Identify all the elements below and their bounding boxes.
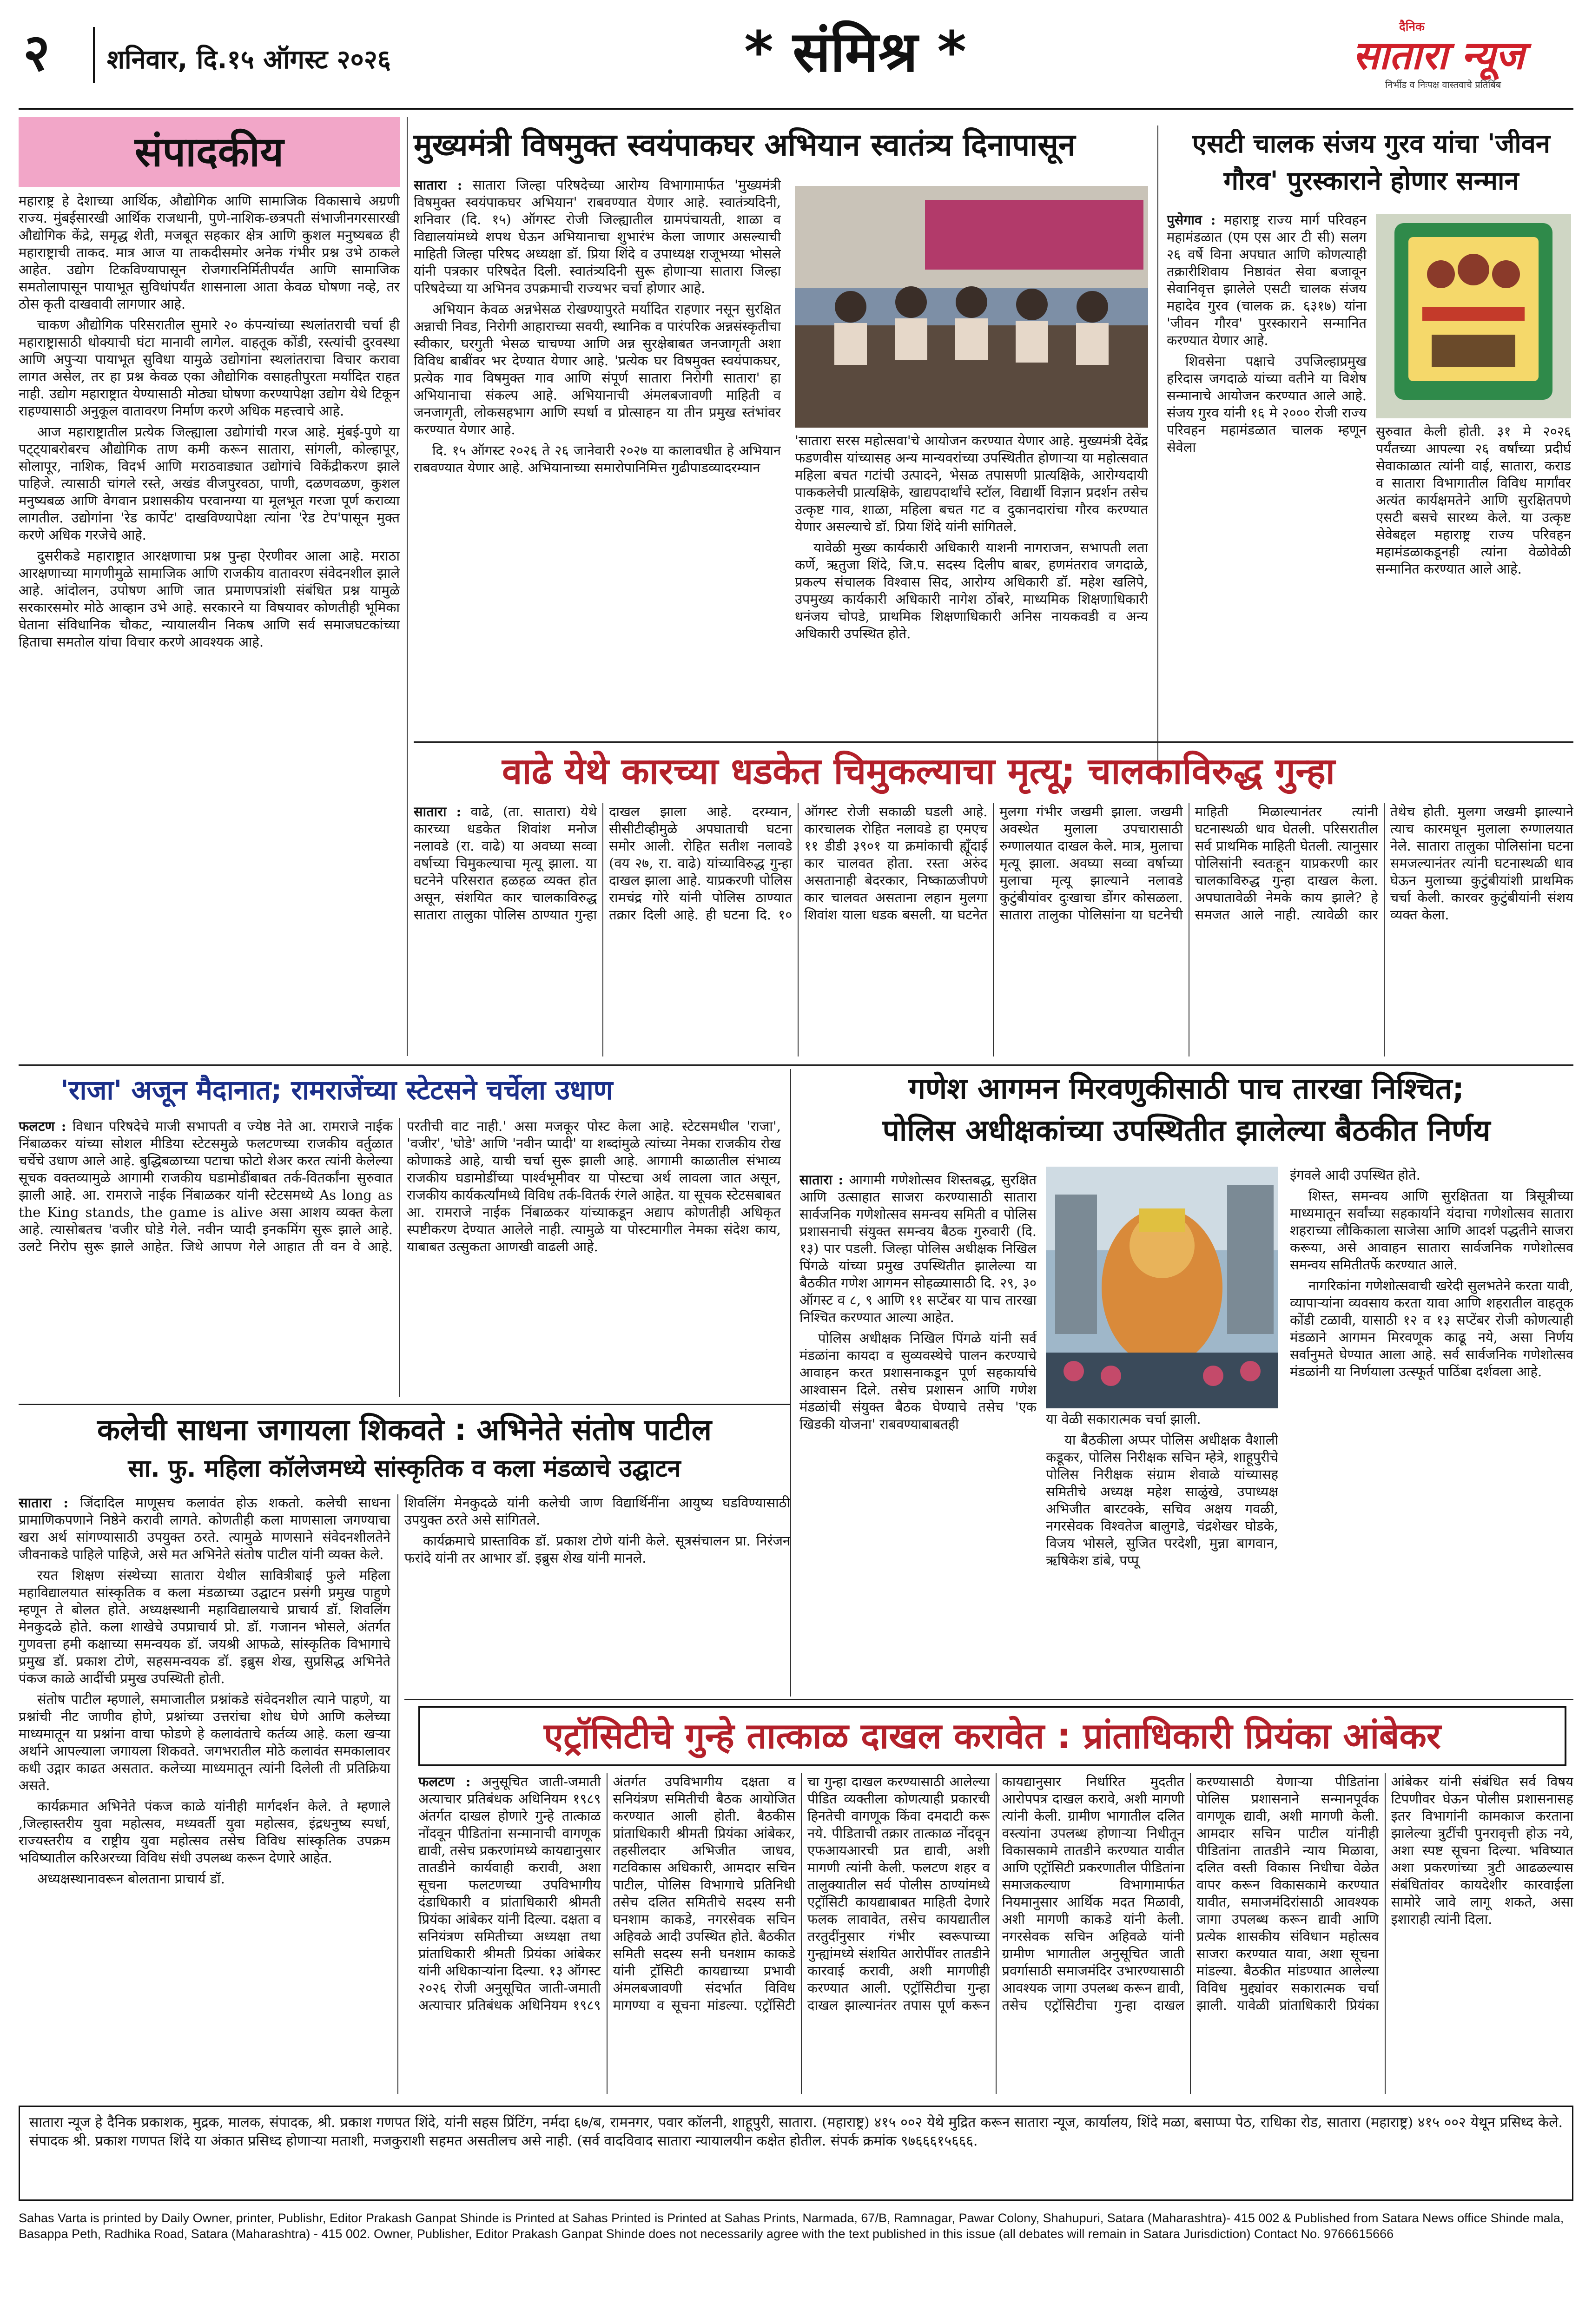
story7-headline: एट्रॉसिटीचे गुन्हे तात्काळ दाखल करावेत : प्रांताधिकारी प्रियंका आंबेकर — [544, 1715, 1441, 1756]
editorial-section — [19, 117, 400, 1056]
award-plaque-image — [1376, 214, 1571, 418]
masthead — [19, 13, 1573, 106]
story6-subhead: सा. फु. महिला कॉलेजमध्ये सांस्कृतिक व कला मंडळाचे उद्घाटन — [128, 1455, 681, 1483]
story4-body: फलटण : विधान परिषदेचे माजी सभापती व ज्येष्ठ नेते आ. रामराजे नाईक निंबाळकर यांच्या सोशल मीडिया स्टेटसमुळे फलटणच्या राजकीय वर्तुळात चर्चेचे उधाण आले आहे. बुद्धिबळाच्या पटाचा फोटो शेअर करत त्यांनी केलेल्या सूचक वक्तव्यामुळे आगामी राजकीय घडामोडींबाबत तर्क-वितर्कांना सुरुवात झाली आहे. आ. रामराजे नाईक निंबाळकर यांनी स्टेटसमध्ये As long as the King stands, the game is alive असा आशय व्यक्त केला आहे. त्यासोबतच 'वजीर घोडे गेले. नवीन प्यादी इनकमिंग सुरू झाले आहे. उलटे निरोप सुरू झाले आहेत. जिथे आपण गेले आहात ती वन वे आहे. परतीची वाट नाही.' असा मजकूर पोस्ट केला आहे. स्टेटसमधील 'राजा', 'वजीर', 'घोडे' आणि 'नवीन प्यादी' या शब्दांमुळे त्यांच्या नेमका राजकीय रोख कोणाकडे आहे, याची चर्चा सुरू झाली आहे. आगामी काळातील संभाव्य राजकीय घडामोडींच्या पार्श्वभूमीवर या पोस्टचा अर्थ लावला जात असून, राजकीय कार्यकर्त्यांमध्ये विविध तर्क-वितर्क रंगले आहेत. या सूचक स्टेटसबाबत आ. रामराजे नाईक निंबाळकर यांच्याकडून अद्याप कोणतीही अधिकृत स्पष्टीकरण देण्यात आलेले नाही. त्यामुळे या पोस्टमागील नेमका संदेश काय, याबाबत उत्सुकता आणखी वाढली आहे. — [19, 1118, 781, 1254]
editorial-heading: संपादकीय — [19, 117, 400, 187]
imprint-marathi: सातारा न्यूज हे दैनिक प्रकाशक, मुद्रक, मालक, संपादक, श्री. प्रकाश गणपत शिंदे, यांनी सहस प्रिंटिंग, नर्मदा ६७/ब, रामनगर, पवार कॉलनी, शाहूपुरी, सातारा. (महाराष्ट्र) ४१५ ००२ येथे मुद्रित करून सातारा न्यूज, कार्यालय, शिंदे मळा, बसाप्पा पेठ, राधिका रोड, सातारा (महाराष्ट्र) ४१५ ००२ येथून प्रसिध्द केले. संपादक श्री. प्रकाश गणपत शिंदे या अंकात प्रसिध्द होणाऱ्या मताशी, मजकुराशी सहमत असतीलच असे नाही. (सर्व वादविवाद सातारा न्यायालयीन कक्षेत होतील. संपर्क क्रमांक ९७६६६१५६६६. — [19, 2106, 1573, 2201]
story7-body: फलटण : अनुसूचित जाती-जमाती अत्याचार प्रतिबंधक अधिनियम १९८९ अंतर्गत दाखल होणारे गुन्हे तात्काळ नोंदवून पीडितांना सन्मानाची वागणूक द्यावी, तसेच प्रकरणांमध्ये कायद्यानुसार तातडीने कार्यवाही करावी, अशा सूचना फलटणच्या उपविभागीय दंडाधिकारी व प्रांताधिकारी श्रीमती प्रियंका आंबेकर यांनी दिल्या. दक्षता व सनियंत्रण समितीच्या अध्यक्षा तथा प्रांताधिकारी श्रीमती प्रियंका आंबेकर यांनी अधिकाऱ्यांना दिल्या. १३ ऑगस्ट २०२६ रोजी अनुसूचित जाती-जमाती अत्याचार प्रतिबंधक अधिनियम १९८९ अंतर्गत उपविभागीय दक्षता व सनियंत्रण समितीची बैठक आयोजित करण्यात आली होती. बैठकीस प्रांताधिकारी श्रीमती प्रियंका आंबेकर, तहसीलदार अभिजीत जाधव, गटविकास अधिकारी, आमदार सचिन पाटील, पोलिस विभागाचे प्रतिनिधी तसेच दलित समितीचे सदस्य सनी घनशाम काकडे, नगरसेवक सचिन अहिवळे आदी उपस्थित होते. बैठकीत समिती सदस्य सनी घनशाम काकडे यांनी ट्रॉसिटी कायद्याच्या प्रभावी अंमलबजावणी संदर्भात विविध मागण्या व सूचना मांडल्या. एट्रॉसिटी चा गुन्हा दाखल करण्यासाठी आलेल्या पीडित व्यक्तीला कोणत्याही प्रकारची हिनतेची वागणूक किंवा दमदाटी करू नये. पीडिताची तक्रार तात्काळ नोंदवून एफआयआरची प्रत द्यावी, अशी मागणी त्यांनी केली. फलटण शहर व तालुक्यातील सर्व पोलीस ठाण्यांमध्ये एट्रॉसिटी कायद्याबाबत माहिती देणारे फलक लावावेत, तसेच कायद्यातील तरतुदींनुसार गंभीर स्वरूपाच्या गुन्ह्यांमध्ये संशयित आरोपींवर तातडीने कारवाई करावी, अशी मागणीही करण्यात आली. एट्रॉसिटीचा गुन्हा दाखल झाल्यानंतर तपास पूर्ण करून कायद्यानुसार निर्धारित मुदतीत आरोपपत्र दाखल करावे, अशी मागणी त्यांनी केली. ग्रामीण भागातील दलित वस्त्यांना उपलब्ध होणाऱ्या निधीतून विकासकामे तातडीने करण्यात यावीत आणि एट्रॉसिटी प्रकरणातील पीडितांना समाजकल्याण विभागामार्फत नियमानुसार आर्थिक मदत मिळावी, अशी मागणी काकडे यांनी केली. नगरसेवक सचिन अहिवळे यांनी ग्रामीण भागातील अनुसूचित जाती प्रवर्गासाठी समाजमंदिर उभारण्यासाठी आवश्यक जागा उपलब्ध करून द्यावी, तसेच एट्रॉसिटीचा गुन्हा दाखल करण्यासाठी येणाऱ्या पीडितांना पोलिस प्रशासनाने सन्मानपूर्वक वागणूक द्यावी, अशी मागणी केली. आमदार सचिन पाटील यांनीही पीडितांना तातडीने न्याय मिळावा, दलित वस्ती विकास निधीचा वेळेत वापर करून विकासकामे करण्यात यावीत, समाजमंदिरांसाठी आवश्यक जागा उपलब्ध करून द्यावी आणि प्रत्येक शासकीय संविधान महोत्सव साजरा करण्यात यावा, अशा सूचना मांडल्या. बैठकीत मांडण्यात आलेल्या विविध मुद्द्यांवर सकारात्मक चर्चा झाली. यावेळी प्रांताधिकारी प्रियंका आंबेकर यांनी संबंधित सर्व विषय टिपणीवर घेऊन पोलीस प्रशासनासह इतर विभागांनी कामकाज करताना झालेल्या त्रुटींची पुनरावृत्ती होऊ नये, अशा स्पष्ट सूचना दिल्या. भविष्यात अशा प्रकरणांच्या त्रुटी आढळल्यास संबंधितांवर कायदेशीर कारवाईला सामोरे जावे लागू शकते, असा इशाराही त्यांनी दिला. — [418, 1774, 1573, 2013]
story1-col2: 'सातारा सरस महोत्सवा'चे आयोजन करण्यात येणार आहे. मुख्यमंत्री देवेंद्र फडणवीस यांच्यासह अन्य मान्यवरांच्या उपस्थितीत होणाऱ्या या महोत्सवात महिला बचत गटांची उत्पादने, भेसळ तपासणी प्रात्यक्षिके, आरोग्यदायी पाककलेची प्रात्यक्षिके, खाद्यपदार्थांचे स्टॉल, विद्यार्थी विज्ञान प्रदर्शन तसेच उत्कृष्ट गाव, शाळा, महिला बचत गट व दुकानदारांचा गौरव करण्यात येणार असल्याचे डॉ. प्रिया शिंदे यांनी सांगितले. यावेळी मुख्य कार्यकारी अधिकारी याशनी नागराजन, सभापती लता कर्णे, ऋतुजा शिंदे, जि.प. सदस्य दिलीप बाबर, हणमंतराव जगदाळे, प्रकल्प संचालक विश्वास सिद, आरोग्य अधिकारी डॉ. महेश खलिपे, उपमुख्य कार्यकारी अधिकारी नागेश ठोंबरे, माध्यमिक शिक्षणाधिकारी धनंजय चोपडे, प्राथमिक शिक्षणाधिकारी अनिस नायकवडी व अन्य अधिकारी उपस्थित होते. — [795, 433, 1148, 641]
story3-body: सातारा : वाढे, (ता. सातारा) येथे कारच्या धडकेत शिवांश मनोज नलावडे (रा. वाढे) या अवघ्या सव्वा वर्षाच्या चिमुकल्याचा मृत्यू झाला. या घटनेने परिसरात हळहळ व्यक्त होत असून, संशयित कार चालकाविरुद्ध सातारा तालुका पोलिस ठाण्यात गुन्हा दाखल झाला आहे. दरम्यान, सीसीटीव्हीमुळे अपघाताची घटना समोर आली. रोहित सतीश नलावडे (वय २७, रा. वाढे) यांच्याविरुद्ध गुन्हा दाखल झाला आहे. याप्रकरणी पोलिस रामचंद्र गोरे यांनी पोलिस ठाण्यात तक्रार दिली आहे. ही घटना दि. १० ऑगस्ट रोजी सकाळी घडली आहे. कारचालक रोहित नलावडे हा एमएच ११ डीडी ३९०१ या क्रमांकाची ह्यूँदाई कार चालवत होता. रस्ता अरुंद असतानाही बेदरकार, निष्काळजीपणे कार चालवत असताना लहान मुलगा शिवांश याला धडक बसली. या घटनेत मुलगा गंभीर जखमी झाला. जखमी अवस्थेत मुलाला उपचारासाठी रुग्णालयात दाखल केले. मात्र, मुलाचा मृत्यू झाला. अवघ्या सव्वा वर्षाच्या मुलाचा मृत्यू झाल्याने नलावडे कुटुंबीयांवर दुःखाचा डोंगर कोसळला. सातारा तालुका पोलिसांना या घटनेची माहिती मिळाल्यानंतर त्यांनी घटनास्थळी धाव घेतली. परिसरातील सर्व प्राथमिक माहिती घेतली. त्यानुसार पोलिसांनी स्वतःहून याप्रकरणी कार चालकाविरुद्ध गुन्हा दाखल केला. अपघातावेळी नेमके काय झाले? हे समजत आले नाही. त्यावेळी कार तेथेच होती. मुलगा जखमी झाल्याने त्याच कारमधून मुलाला रुग्णालयात नेले. सातारा तालुका पोलिसांना घटना समजल्यानंतर त्यांनी घटनास्थळी धाव घेऊन मुलाच्या कुटुंबीयांशी प्राथमिक चर्चा केली. कारवर कुटुंबीयांनी संशय व्यक्त केला. — [414, 804, 1573, 923]
story1-col1: सातारा : सातारा जिल्हा परिषदेच्या आरोग्य विभागामार्फत 'मुख्यमंत्री विषमुक्त स्वयंपाकघर अभियान' राबवण्यात येणार आहे. स्वातंत्र्यदिनी, शनिवार (दि. १५) ऑगस्ट रोजी जिल्ह्यातील ग्रामपंचायती, शाळा व विद्यालयांमध्ये शपथ घेऊन अभियानाचा शुभारंभ केला जाणार असल्याची माहिती जिल्हा परिषद अध्यक्षा डॉ. प्रिया शिंदे व उपाध्यक्ष राजूभय्या भोसले यांनी पत्रकार परिषदेत दिली. स्वातंत्र्यदिनी सुरू होणाऱ्या सातारा जिल्हा परिषदेच्या या अभिनव उपक्रमाची राज्यभर चर्चा होणार आहे. अभियान केवळ अन्नभेसळ रोखण्यापुरते मर्यादित राहणार नसून सुरक्षित अन्नाची निवड, निरोगी आहाराच्या सवयी, स्थानिक व पारंपरिक अन्नसंस्कृतीचा स्वीकार, घरगुती भेसळ चाचण्या आणि अन्न सुरक्षेबाबत जनजागृती अशा विविध बाबींवर भर देण्यात येणार आहे. 'प्रत्येक घर विषमुक्त स्वयंपाकघर, प्रत्येक गाव विषमुक्त गाव आणि संपूर्ण सातारा निरोगी सातारा' हा अभियानाचा संकल्प आहे. अभियानाची अंमलबजावणी माहिती व जनजागृती, लोकसहभाग आणि स्पर्धा व प्रोत्साहन या तीन प्रमुख स्तंभांवर करण्यात येणार आहे. दि. १५ ऑगस्ट २०२६ ते २६ जानेवारी २०२७ या कालावधीत हे अभियान राबवण्यात येणार आहे. अभियानाच्या समारोपानिमित्त गुढीपाडव्यादरम्यान — [414, 177, 781, 475]
story2-headline: एसटी चालक संजय गुरव यांचा 'जीवन गौरव' पुरस्काराने होणार सन्मान — [1192, 129, 1550, 196]
story1-photo — [795, 186, 1148, 428]
editorial-body: महाराष्ट्र हे देशाच्या आर्थिक, औद्योगिक आणि सामाजिक विकासाचे अग्रणी राज्य. मुंबईसारखी आर्थिक राजधानी, पुणे-नाशिक-छत्रपती संभाजीनगरसारखी औद्योगिक केंद्रे, समृद्ध शेती, मजबूत सहकार क्षेत्र आणि कुशल मनुष्यबळ ही महाराष्ट्राची ताकद. मात्र आज या ताकदीसमोर अनेक गंभीर प्रश्न उभे ठाकले आहेत. उद्योग टिकविण्यापासून रोजगारनिर्मितीपर्यंत आणि सामाजिक समतोलापासून पायाभूत सुविधांपर्यंत शासनाला आता केवळ घोषणा नव्हे, तर ठोस कृती दाखवावी लागणार आहे. चाकण औद्योगिक परिसरातील सुमारे २० कंपन्यांच्या स्थलांतराची चर्चा ही महाराष्ट्रासाठी धोक्याची घंटा मानावी लागेल. वाहतूक कोंडी, रस्त्यांची दुरवस्था आणि अपुऱ्या पायाभूत सुविधा यामुळे उद्योगांना स्थलांतराचा विचार करावा लागत असेल, तर हा प्रश्न केवळ एका औद्योगिक वसाहतीपुरता मर्यादित राहत नाही. उद्योग महाराष्ट्रात येण्यासाठी मोठ्या घोषणा करण्यापेक्षा उद्योग येथे टिकून राहण्यासाठी अनुकूल वातावरण निर्माण करणे अधिक महत्त्वाचे आहे. आज महाराष्ट्रातील प्रत्येक जिल्ह्याला उद्योगांची गरज आहे. मुंबई-पुणे या पट्ट्याबरोबरच औद्योगिक ताण कमी करून सातारा, सांगली, कोल्हापूर, सोलापूर, नाशिक, विदर्भ आणि मराठवाड्यात उद्योगांचे विकेंद्रीकरण झाले पाहिजे. त्यासाठी चांगले रस्ते, अखंड वीजपुरवठा, पाणी, दळणवळण, कुशल मनुष्यबळ आणि वेगवान प्रशासकीय परवानग्या या मूलभूत गरजा पूर्ण कराव्या लागतील. उद्योगांना 'रेड कार्पेट' दाखविण्यापेक्षा त्यांना 'रेड टेप'पासून मुक्त करणे अधिक गरजेचे आहे. दुसरीकडे महाराष्ट्रात आरक्षणाचा प्रश्न पुन्हा ऐरणीवर आला आहे. मराठा आरक्षणाच्या मागणीमुळे सामाजिक आणि राजकीय वातावरण संवेदनशील झाले आहे. आंदोलन, उपोषण आणि जात प्रमाणपत्रांशी संबंधित प्रश्न यामुळे सरकारसमोर मोठे आव्हान उभे आहे. सरकारने या विषयावर कोणतीही भूमिका घेताना संविधानिक चौकट, न्यायालयीन निकष आणि सर्व समाजघटकांच्या हिताचा समतोल यांचा विचार करणे आवश्यक आहे. — [19, 193, 400, 650]
story5-headline-line1: गणेश आगमन मिरवणुकीसाठी पाच तारखा निश्चित; — [909, 1072, 1464, 1106]
logo-tagline: निर्भीड व निःपक्ष वास्तवाचे प्रतिबिंब — [1385, 79, 1501, 90]
story2-col1: पुसेगाव : महाराष्ट्र राज्य मार्ग परिवहन महामंडळात (एम एस आर टी सी) सलग २६ वर्षे विना अपघात आणि कोणत्याही तक्रारीशिवाय निष्ठावंत सेवा बजावून सेवानिवृत्त झालेले एसटी चालक संजय महादेव गुरव (चालक क्र. ६३१७) यांना 'जीवन गौरव' पुरस्काराने सन्मानित करण्यात येणार आहे. शिवसेना पक्षाचे उपजिल्हाप्रमुख हरिदास जगदाळे यांच्या वतीने या विशेष सन्मानाचे आयोजन करण्यात आले आहे. संजय गुरव यांनी १६ मे २००० रोजी राज्य परिवहन महामंडळात चालक म्हणून सेवेला — [1167, 212, 1367, 455]
masthead-rule — [19, 108, 1573, 110]
award-photo — [1376, 214, 1571, 418]
date-line: शनिवार, दि.१५ ऑगस्ट २०२६ — [107, 45, 391, 75]
imprint-english: Sahas Varta is printed by Daily Owner, printer, Publishr, Editor Prakash Ganpat Shinde is Printed at Sahas Printed is Printed at Sahas Prints, Narmada, 67/B, Ramnagar, Pawar Colony, Shahupuri, Satara (Maharashtra)- 415 002 & Published from Satara News office Shinde mala, Basappa Peth, Radhika Road, Satara (Maharashtra) - 415 002. Owner, Publisher, Editor Prakash Ganpat Shinde does not necessarily agree with the text published in this issue (all debates will remain in Satara Jurisdiction) Contact No. 9766615666 — [19, 2211, 1564, 2241]
story6-headline: कलेची साधना जगायला शिकवते : अभिनेते संतोष पाटील — [97, 1413, 712, 1447]
logo-main: सातारा न्यूज — [1353, 33, 1525, 78]
story2-col2: सुरुवात केली होती. ३१ मे २०२६ पर्यंतच्या आपल्या २६ वर्षांच्या प्रदीर्घ सेवाकाळात त्यांनी वाई, सातारा, कराड व सातारा विभागातील विविध मार्गांवर अत्यंत कार्यक्षमतेने आणि सुरक्षितपणे एसटी बसचे सारथ्य केले. या उत्कृष्ट सेवेबद्दल महाराष्ट्र राज्य परिवहन महामंडळाकडूनही त्यांना वेळोवेळी सन्मानित करण्यात आले आहे. — [1376, 423, 1571, 577]
story5-col1: सातारा : आगामी गणेशोत्सव शिस्तबद्ध, सुरक्षित आणि उत्साहात साजरा करण्यासाठी सातारा सार्वजनिक गणेशोत्सव समन्वय समिती व पोलिस प्रशासनाची संयुक्त समन्वय बैठक गुरुवारी (दि. १३) पार पडली. जिल्हा पोलिस अधीक्षक निखिल पिंगळे यांच्या प्रमुख उपस्थितीत झालेल्या या बैठकीत गणेश आगमन सोहळ्यासाठी दि. २९, ३० ऑगस्ट व ८, ९ आणि ११ सप्टेंबर या पाच तारखा निश्चित करण्यात आल्या आहेत. पोलिस अधीक्षक निखिल पिंगळे यांनी सर्व मंडळांना कायदा व सुव्यवस्थेचे पालन करण्याचे आवाहन करत प्रशासनाकडून पूर्ण सहकार्याचे आश्वासन दिले. तसेच प्रशासन आणि गणेश मंडळांची संयुक्त बैठक घेण्याचे तसेच 'एक खिडकी योजना' राबवण्याबाबतही — [799, 1172, 1037, 1432]
story5-col3: इंगवले आदी उपस्थित होते. शिस्त, समन्वय आणि सुरक्षितता या त्रिसूत्रीच्या माध्यमातून सर्वांच्या सहकार्याने यंदाचा गणेशोत्सव सातारा शहराच्या लौकिकाला साजेसा आणि आदर्श पद्धतीने साजरा करूया, असे आवाहन सातारा सार्वजनिक गणेशोत्सव समन्वय समितीतर्फे करण्यात आले. नागरिकांना गणेशोत्सवाची खरेदी सुलभतेने करता यावी, व्यापाऱ्यांना व्यवसाय करता यावा आणि शहरातील वाहतूक कोंडी टळावी, यासाठी १२ व १३ सप्टेंबर रोजी कोणत्याही मंडळाने आगमन मिरवणूक काढू नये, असा निर्णय सर्वानुमते घेण्यात आला आहे. सर्व सार्वजनिक गणेशोत्सव मंडळांनी या निर्णयाला उत्स्फूर्त पाठिंबा दर्शवला आहे. — [1290, 1167, 1573, 1380]
story3-headline: वाढे येथे कारच्या धडकेत चिमुकल्याचा मृत्यू; चालकाविरुद्ध गुन्हा — [502, 751, 1335, 792]
story4-headline: 'राजा' अजून मैदानात; रामराजेंच्या स्टेटसने चर्चेला उधाण — [60, 1074, 613, 1106]
story5-headline-line2: पोलिस अधीक्षकांच्या उपस्थितीत झालेल्या बैठकीत निर्णय — [882, 1114, 1491, 1148]
ganesh-idol-image — [1046, 1167, 1278, 1408]
logo-small: दैनिक — [1399, 20, 1425, 34]
story5-col2: या वेळी सकारात्मक चर्चा झाली. या बैठकीला अप्पर पोलिस अधीक्षक वैशाली कडूकर, पोलिस निरीक्षक सचिन म्हेत्रे, शाहूपुरीचे पोलिस निरीक्षक संग्राम शेवाळे यांच्यासह समितीचे अध्यक्ष महेश साळुंखे, उपाध्यक्ष अभिजीत बारटक्के, सचिव अक्षय गवळी, नगरसेवक विश्वतेज बालुगडे, चंद्रशेखर घोडके, विजय भोसले, सुजित परदेशी, मुन्ना बागवान, ऋषिकेश डांबे, पप्पू — [1046, 1411, 1278, 1568]
newspaper-logo — [1343, 13, 1573, 101]
story1-headline: मुख्यमंत्री विषमुक्त स्वयंपाकघर अभियान स्वातंत्र्य दिनापासून — [414, 127, 1076, 163]
page-number: २ — [23, 22, 50, 82]
ganesh-photo — [1046, 1167, 1278, 1408]
story6-col2: शिवलिंग मेनकुदळे यांनी कलेची जाण विद्यार्थिनींना आयुष्य घडविण्यासाठी उपयुक्त ठरते असे सांगितले. कार्यक्रमाचे प्रास्ताविक डॉ. प्रकाश टोणे यांनी केले. सूत्रसंचालन प्रा. निरंजन फरांदे यांनी तर आभार डॉ. इब्रुस शेख यांनी मानले. — [404, 1495, 790, 1566]
meeting-photo — [795, 186, 1148, 428]
story6-col1: सातारा : जिंदादिल माणूसच कलावंत होऊ शकतो. कलेची साधना प्रामाणिकपणाने निष्ठेने करावी लागते. कोणतीही कला माणसाला जगण्याचा खरा अर्थ सांगण्यासाठी उपयुक्त ठरते. त्यामुळे माणसाने संवेदनशीलतेने जीवनाकडे पाहिले पाहिजे, असे मत अभिनेते संतोष पाटील यांनी व्यक्त केले. रयत शिक्षण संस्थेच्या सातारा येथील सावित्रीबाई फुले महिला महाविद्यालयात सांस्कृतिक व कला मंडळाच्या उद्घाटन प्रसंगी प्रमुख पाहुणे म्हणून ते बोलत होते. अध्यक्षस्थानी महाविद्यालयाचे प्राचार्य डॉ. शिवलिंग मेनकुदळे होते. कला शाखेचे उपप्राचार्य प्रो. डॉ. गजानन भोसले, अंतर्गत गुणवत्ता हमी कक्षाच्या समन्वयक डॉ. जयश्री आफळे, सांस्कृतिक विभागाचे प्रमुख डॉ. प्रकाश टोणे, सहसमन्वयक डॉ. इब्रुस शेख, सुप्रसिद्ध अभिनेते पंकज काळे आदींची प्रमुख उपस्थिती होती. संतोष पाटील म्हणाले, समाजातील प्रश्नांकडे संवेदनशील त्याने पाहणे, या प्रश्नांची नीट जाणीव होणे, प्रश्नांच्या उत्तरांचा शोध घेणे आणि कलेच्या माध्यमातून या प्रश्नांना वाचा फोडणे हे कलावंताचे कर्तव्य आहे. कला खऱ्या अर्थाने आपल्याला जगायला शिकवते. जगभरातील मोठे कलावंत समकालावर कधी उद्गार काढत असतात. कलेच्या माध्यमातून त्यांनी दिलेली ती प्रतिक्रिया असते. कार्यक्रमात अभिनेते पंकज काळे यांनीही मार्गदर्शन केले. ते म्हणाले ,जिल्हास्तरीय युवा महोत्सव, मध्यवर्ती युवा महोत्सव, इंद्रधनुष्य स्पर्धा, राज्यस्तरीय व राष्ट्रीय युवा महोत्सव तसेच विविध सांस्कृतिक उपक्रम भविष्यातील करिअरच्या विविध संधी उपलब्ध करून देणारे आहेत. अध्यक्षस्थानावरून बोलताना प्राचार्य डॉ. — [19, 1495, 390, 1887]
section-title: * संमिश्र * — [744, 20, 966, 85]
story7-headline-box — [418, 1706, 1566, 1766]
